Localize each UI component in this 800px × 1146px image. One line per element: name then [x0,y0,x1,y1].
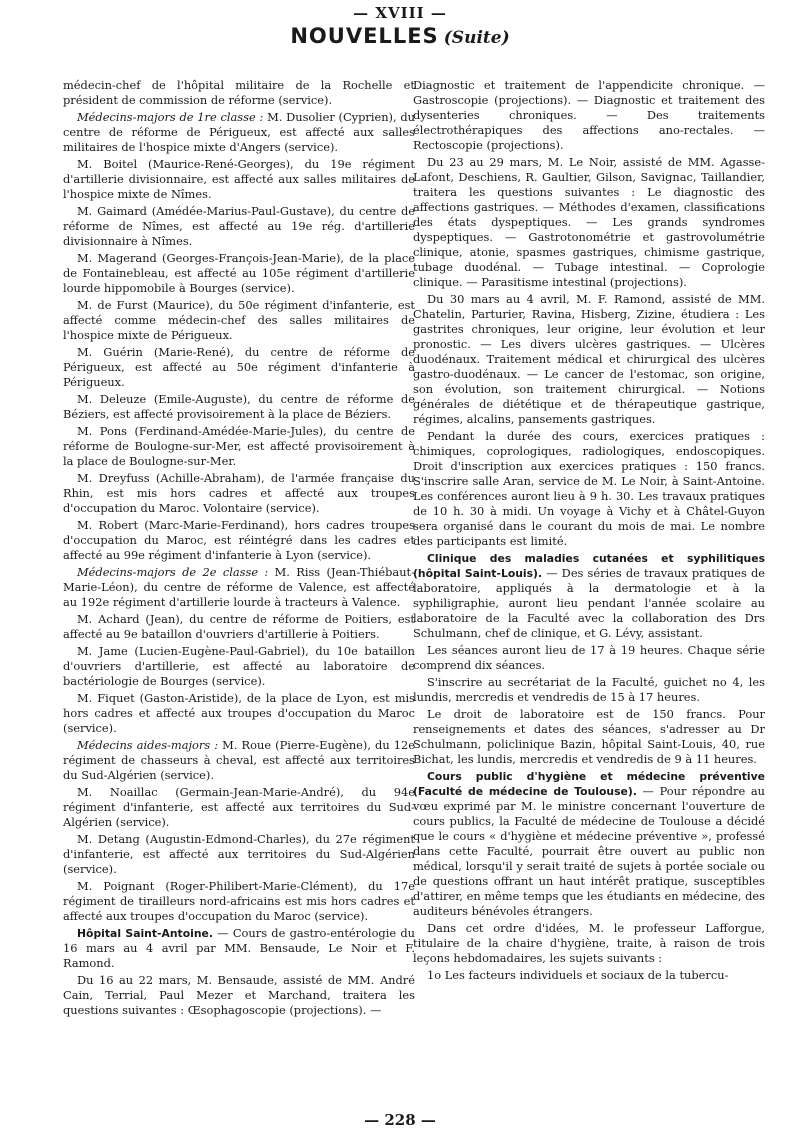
paragraph [63,738,415,783]
paragraph: médecin-chef de l'hôpital militaire de la Rochelle et président de commission de réforme (service). [63,78,415,107]
rank-label: Médecins-majors de 2e classe : [77,565,269,579]
paragraph: Du 23 au 29 mars, M. Le Noir, assisté de MM. Agasse-Lafont, Deschiens, R. Gaultier, Gilson, Savignac, Taillandier, traitera les questions suivantes : Le diagnostic des affections gastriques. — Méthodes d'examen, classifications des états dyspeptiques. — Les grands syndromes dyspeptiques. — Gastrotonométrie et gastrovolumétrie clinique, atonie, spasmes gastriques, chimisme gastrique, tubage duodénal. — Tubage intestinal. — Coprologie clinique. — Parasitisme intestinal (projections). [413,155,765,289]
paragraph: M. Jame (Lucien-Eugène-Paul-Gabriel), du 10e bataillon d'ouvriers d'artillerie, est affecté au laboratoire de bactériologie de Bourges (service). [63,644,415,688]
paragraph: M. Pons (Ferdinand-Amédée-Marie-Jules), du centre de réforme de Boulogne-sur-Mer, est affecté provisoirement à la place de Boulogne-sur-Mer. [63,424,415,468]
section-title: NOUVELLES [290,24,439,48]
section-header [0,24,800,48]
paragraph-text: M. Roue (Pierre-Eugène), du 12e régiment de chasseurs à cheval, est affecté aux territoires du Sud-Algérien (service). [63,738,415,782]
paragraph: Diagnostic et traitement de l'appendicite chronique. — Gastroscopie (projections). — Diagnostic et traitement des dysenteries chroniques. — Des traitements électrothérapiques des affections ano-rectales. — Rectoscopie (projections). [413,78,765,152]
paragraph: M. Noaillac (Germain-Jean-Marie-André), du 94e régiment d'infanterie, est affecté aux territoires du Sud-Algérien (service). [63,785,415,829]
paragraph [63,110,415,155]
paragraph: M. Gaimard (Amédée-Marius-Paul-Gustave), du centre de réforme de Nîmes, est affecté au 19e rég. d'artillerie divisionnaire à Nîmes. [63,204,415,248]
paragraph: M. Boitel (Maurice-René-Georges), du 19e régiment d'artillerie divisionnaire, est affecté aux salles militaires de l'hospice mixte de Nîmes. [63,157,415,201]
paragraph-text: — Pour répondre au vœu exprimé par M. le ministre concernant l'ouverture de cours publics, la Faculté de médecine de Toulouse a décidé que le cours « d'hygiène et médecine préventive », professé dans cette Faculté, pourrait être ouvert au public non médical, lorsqu'il y serait traité de sujets à portée sociale ou de questions offrant un haut intérêt pratique, susceptibles d'attirer, en même temps que les étudiants en médecine, des auditeurs bénévoles étrangers. [413,784,766,918]
section-suite: (Suite) [443,28,510,48]
page-footer-number: — 228 — [364,1111,436,1129]
paragraph [413,769,765,919]
paragraph: M. Dreyfuss (Achille-Abraham), de l'armée française du Rhin, est mis hors cadres et affecté aux troupes d'occupation du Maroc. Volontaire (service). [63,471,415,515]
rank-label: Médecins-majors de 1re classe : [77,110,264,124]
paragraph: 1o Les facteurs individuels et sociaux de la tubercu- [427,968,729,982]
section-heading: Hôpital Saint-Antoine. [77,927,213,940]
paragraph: Dans cet ordre d'idées, M. le professeur Lafforgue, titulaire de la chaire d'hygiène, traite, à raison de trois leçons hebdomadaires, les sujets suivants : [413,921,765,965]
paragraph-text: — Des séries de travaux pratiques de laboratoire, appliqués à la dermatologie et à la syphiligraphie, auront lieu pendant l'année scolaire au laboratoire de la Faculté avec la collaboration des Drs Schulmann, chef de clinique, et G. Lévy, assistant. [413,566,765,640]
paragraph: M. de Furst (Maurice), du 50e régiment d'infanterie, est affecté comme médecin-chef des salles militaires de l'hospice mixte de Périgueux. [63,298,415,342]
paragraph: Pendant la durée des cours, exercices pratiques : chimiques, coprologiques, radiologiques, endoscopiques. Droit d'inscription aux exercices pratiques : 150 francs. S'inscrire salle Aran, service de M. Le Noir, à Saint-Antoine. Les conférences auront lieu à 9 h. 30. Les travaux pratiques de 10 h. 30 à midi. Un voyage à Vichy et à Châtel-Guyon sera organisé dans le courant du mois de mai. Le nombre des participants est limité. [413,429,765,548]
page-number: — XVIII — [353,4,447,22]
paragraph: M. Deleuze (Emile-Auguste), du centre de réforme de Béziers, est affecté provisoirement à la place de Béziers. [63,392,415,421]
left-column [63,78,415,1020]
paragraph-text: M. Dusolier (Cyprien), du centre de réforme de Périgueux, est affecté aux salles militaires de l'hospice mixte d'Angers (service). [63,110,416,154]
paragraph [63,565,415,610]
paragraph [413,551,765,641]
paragraph-text: M. Riss (Jean-Thiébaut-Marie-Léon), du centre de réforme de Valence, est affecté au 192e régiment d'artillerie lourde à tracteurs à Valence. [63,565,415,609]
right-column [413,78,765,985]
paragraph [63,926,415,971]
section-heading: Cours public d'hygiène et médecine préventive (Faculté de médecine de Toulouse). [413,770,765,798]
paragraph: M. Poignant (Roger-Philibert-Marie-Clément), du 17e régiment de tirailleurs nord-africains est mis hors cadres et affecté aux troupes d'occupation du Maroc (service). [63,879,415,923]
rank-label: Médecins aides-majors : [77,738,219,752]
paragraph: Le droit de laboratoire est de 150 francs. Pour renseignements et dates des séances, s'adresser au Dr Schulmann, policlinique Bazin, hôpital Saint-Louis, 40, rue Bichat, les lundis, mercredis et vendredis de 9 à 11 heures. [413,707,765,766]
paragraph: M. Detang (Augustin-Edmond-Charles), du 27e régiment d'infanterie, est affecté aux territoires du Sud-Algérien (service). [63,832,415,876]
paragraph: M. Magerand (Georges-François-Jean-Marie), de la place de Fontainebleau, est affecté au 105e régiment d'artillerie lourde hippomobile à Bourges (service). [63,251,415,295]
paragraph: Du 30 mars au 4 avril, M. F. Ramond, assisté de MM. Chatelin, Parturier, Ravina, Hisberg, Zizine, étudiera : Les gastrites chroniques, leur origine, leur évolution et leur pronostic. — Les divers ulcères gastriques. — Ulcères duodénaux. Traitement médical et chirurgical des ulcères gastro-duodénaux. — Le cancer de l'estomac, son origine, son évolution, son traitement chirurgical. — Notions générales de diététique et de thérapeutique gastrique, régimes, alcalins, pansements gastriques. [413,292,765,426]
paragraph: M. Guérin (Marie-René), du centre de réforme de Périgueux, est affecté au 50e régiment d'infanterie à Périgueux. [63,345,415,389]
paragraph-text: — Cours de gastro-entérologie du 16 mars au 4 avril par MM. Bensaude, Le Noir et F. Ramond. [63,926,415,970]
paragraph: Du 16 au 22 mars, M. Bensaude, assisté de MM. André Cain, Terrial, Paul Mezer et Marchand, traitera les questions suivantes : Œsophagoscopie (projections). — [63,973,415,1017]
paragraph: M. Achard (Jean), du centre de réforme de Poitiers, est affecté au 9e bataillon d'ouvriers d'artillerie à Poitiers. [63,612,415,641]
paragraph: M. Fiquet (Gaston-Aristide), de la place de Lyon, est mis hors cadres et affecté aux troupes d'occupation du Maroc (service). [63,691,415,735]
paragraph: M. Robert (Marc-Marie-Ferdinand), hors cadres troupes d'occupation du Maroc, est réintégré dans les cadres et affecté au 99e régiment d'infanterie à Lyon (service). [63,518,415,562]
paragraph: S'inscrire au secrétariat de la Faculté, guichet no 4, les lundis, mercredis et vendredis de 15 à 17 heures. [413,675,765,704]
section-heading: Clinique des maladies cutanées et syphilitiques (hôpital Saint-Louis). [413,552,765,580]
paragraph: Les séances auront lieu de 17 à 19 heures. Chaque série comprend dix séances. [413,643,765,672]
